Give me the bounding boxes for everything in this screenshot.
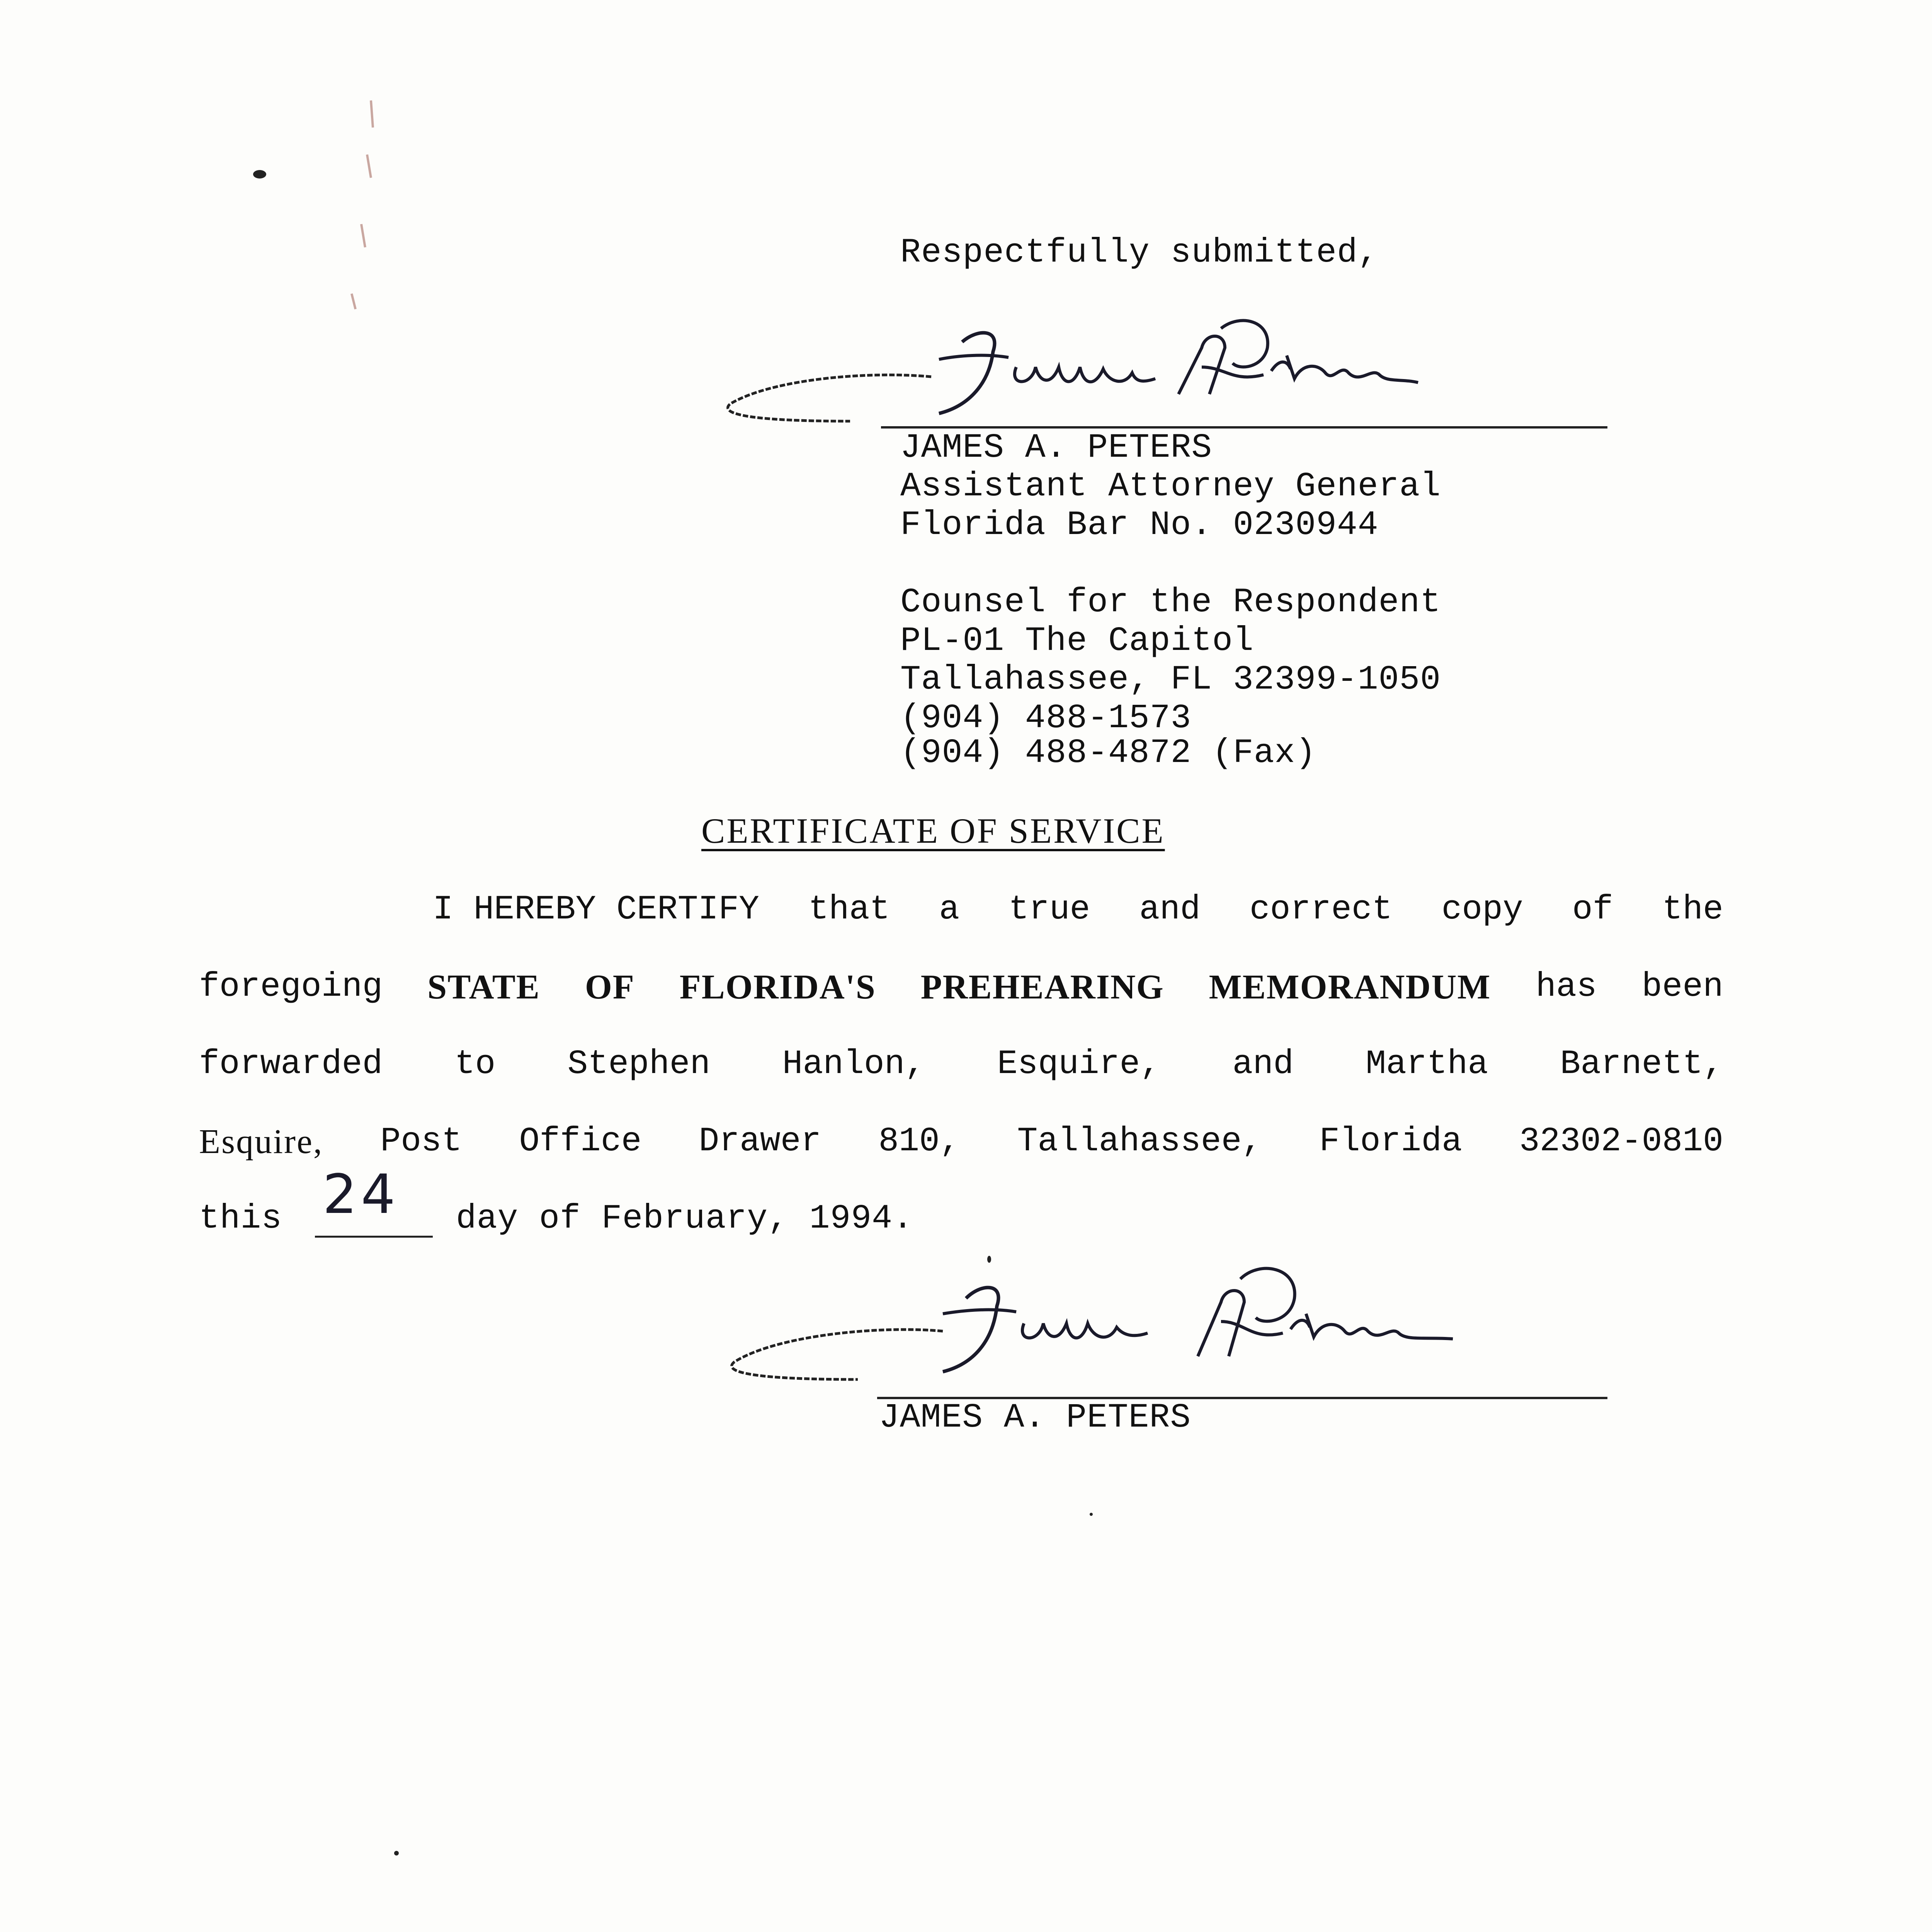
- scan-speck: [253, 170, 266, 179]
- certificate-word: and: [1232, 1045, 1294, 1083]
- certificate-word: Martha: [1366, 1045, 1488, 1083]
- certificate-word: foregoing: [199, 968, 383, 1006]
- certificate-line-5-prefix: this: [199, 1200, 282, 1238]
- certificate-word: I HEREBY CERTIFY: [433, 891, 759, 929]
- document-title-word: FLORIDA'S: [679, 968, 876, 1006]
- certificate-word: correct: [1249, 891, 1393, 929]
- certificate-word: a: [939, 891, 960, 929]
- certificate-line-3: [199, 1045, 1723, 1084]
- certificate-word: Hanlon,: [782, 1045, 925, 1083]
- certificate-line-4: [199, 1122, 1723, 1161]
- certificate-word: Post: [380, 1122, 462, 1161]
- certificate-word: has: [1536, 968, 1597, 1006]
- certificate-word: Florida: [1319, 1122, 1462, 1161]
- document-title-word: MEMORANDUM: [1209, 968, 1491, 1006]
- certificate-word: of: [1572, 891, 1613, 929]
- bar-number: Florida Bar No. 0230944: [900, 506, 1379, 544]
- attorney-title: Assistant Attorney General: [900, 468, 1441, 506]
- certificate-word: Barnett,: [1560, 1045, 1723, 1083]
- certificate-heading: CERTIFICATE OF SERVICE: [701, 811, 1165, 850]
- certificate-word: the: [1662, 891, 1723, 929]
- certificate-word: that: [808, 891, 890, 929]
- certificate-word: forwarded: [199, 1045, 383, 1083]
- scan-speck: [394, 1851, 399, 1855]
- handwritten-day: 24: [323, 1163, 400, 1226]
- closing-salutation: Respectfully submitted,: [900, 234, 1379, 272]
- certificate-word: 32302-0810: [1519, 1122, 1723, 1161]
- certificate-word: to: [454, 1045, 496, 1083]
- certificate-word: Office: [519, 1122, 642, 1161]
- certificate-line-2: [199, 968, 1723, 1007]
- certificate-word: Esquire,: [199, 1122, 323, 1161]
- certificate-word: 810,: [878, 1122, 960, 1161]
- margin-scribble: [294, 77, 394, 317]
- document-title-word: PREHEARING: [920, 968, 1164, 1006]
- signer-name: JAMES A. PETERS: [879, 1399, 1191, 1437]
- scan-speck: [1090, 1513, 1093, 1516]
- certificate-word: been: [1641, 968, 1723, 1006]
- fax-number: (904) 488-4872 (Fax): [900, 734, 1316, 772]
- signature-line: [881, 426, 1607, 429]
- counsel-role: Counsel for the Respondent: [900, 583, 1441, 622]
- certificate-word: Tallahassee,: [1017, 1122, 1262, 1161]
- address-line-2: Tallahassee, FL 32399-1050: [900, 661, 1441, 699]
- document-title-word: STATE: [427, 968, 540, 1006]
- certificate-word: copy: [1441, 891, 1523, 929]
- document-title-word: OF: [585, 968, 635, 1006]
- date-blank-line: [315, 1236, 433, 1238]
- certificate-line-1: [199, 891, 1723, 929]
- certificate-word: and: [1139, 891, 1201, 929]
- phone-number: (904) 488-1573: [900, 699, 1192, 738]
- attorney-name: JAMES A. PETERS: [900, 429, 1213, 467]
- certificate-word: Drawer: [699, 1122, 821, 1161]
- certificate-word: true: [1009, 891, 1090, 929]
- certificate-line-5-suffix: day of February, 1994.: [456, 1200, 913, 1238]
- certificate-word: Esquire,: [997, 1045, 1161, 1083]
- address-line-1: PL-01 The Capitol: [900, 622, 1254, 660]
- certificate-word: Stephen: [567, 1045, 711, 1083]
